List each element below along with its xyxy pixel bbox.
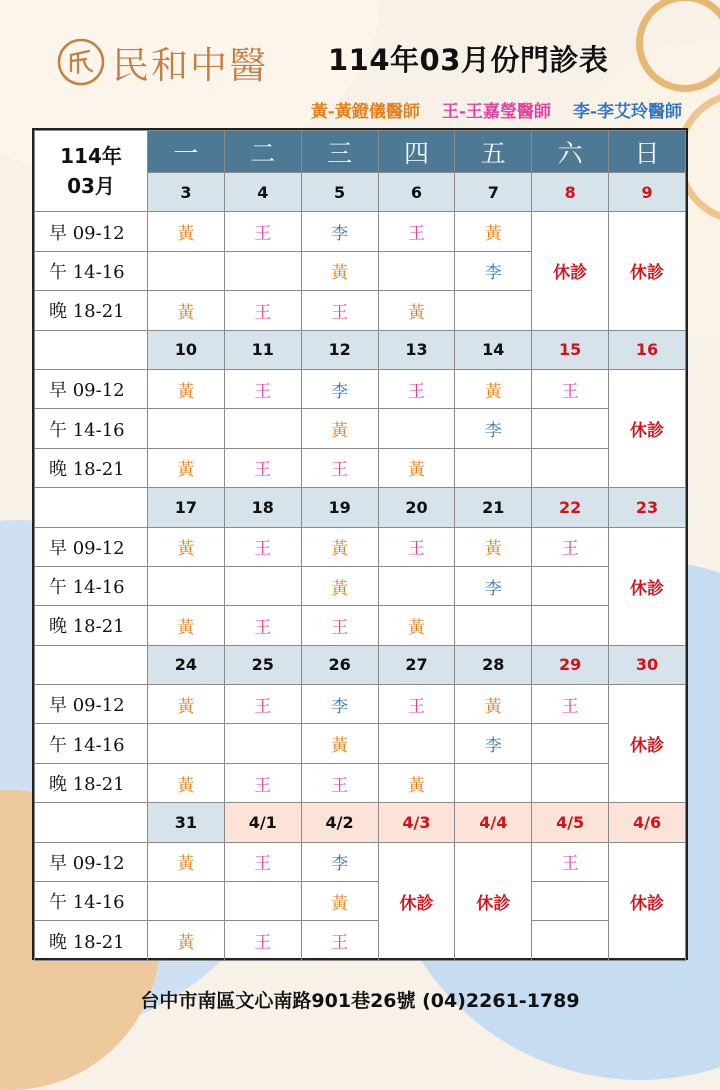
doctor-cell: 王 — [532, 685, 609, 724]
date-cell: 12 — [301, 330, 378, 369]
date-cell: 18 — [224, 488, 301, 527]
doctor-cell: 黃 — [301, 724, 378, 763]
closed-cell: 休診 — [609, 527, 686, 645]
year-text: 114年 — [60, 144, 122, 169]
legend-item-li: 李-李艾玲醫師 — [572, 102, 682, 122]
date-cell: 31 — [148, 803, 225, 842]
empty-cell — [148, 724, 225, 763]
page-title: 114年03月份門診表 — [328, 43, 609, 77]
date-cell: 20 — [378, 488, 455, 527]
slot-morning: 早 09-12 — [35, 527, 148, 566]
empty-cell — [532, 448, 609, 487]
doctor-cell: 李 — [455, 251, 532, 290]
closed-cell: 休診 — [532, 212, 609, 330]
doctor-cell: 黃 — [148, 527, 225, 566]
empty-cell — [224, 251, 301, 290]
date-cell: 29 — [532, 645, 609, 684]
day-header-mon: 一 — [148, 131, 225, 173]
date-cell: 9 — [609, 173, 686, 212]
legend-item-wang: 王-王嘉瑩醫師 — [441, 102, 551, 122]
doctor-cell: 黃 — [455, 527, 532, 566]
doctor-cell: 王 — [378, 212, 455, 251]
empty-cell — [378, 409, 455, 448]
date-cell: 5 — [301, 173, 378, 212]
clinic-address: 台中市南區文心南路901巷26號 (04)2261-1789 — [140, 990, 580, 1012]
date-cell: 14 — [455, 330, 532, 369]
doctor-cell: 李 — [455, 566, 532, 605]
date-cell: 22 — [532, 488, 609, 527]
empty-cell — [35, 488, 148, 527]
empty-cell — [224, 566, 301, 605]
doctor-cell: 黃 — [148, 921, 225, 960]
doctor-cell: 黃 — [455, 212, 532, 251]
empty-cell — [455, 448, 532, 487]
doctor-cell: 黃 — [455, 685, 532, 724]
empty-cell — [148, 251, 225, 290]
empty-cell — [224, 882, 301, 921]
day-header-sun: 日 — [609, 131, 686, 173]
empty-cell — [378, 251, 455, 290]
doctor-cell: 王 — [301, 606, 378, 645]
doctor-cell: 王 — [532, 527, 609, 566]
date-cell: 4/3 — [378, 803, 455, 842]
slot-morning: 早 09-12 — [35, 842, 148, 881]
empty-cell — [148, 882, 225, 921]
empty-cell — [455, 763, 532, 802]
doctor-cell: 黃 — [378, 291, 455, 330]
doctor-cell: 黃 — [148, 763, 225, 802]
doctor-cell: 王 — [224, 763, 301, 802]
empty-cell — [378, 724, 455, 763]
date-cell: 16 — [609, 330, 686, 369]
doctor-cell: 王 — [301, 763, 378, 802]
doctor-cell: 王 — [224, 921, 301, 960]
doctor-cell: 黃 — [148, 291, 225, 330]
empty-cell — [35, 803, 148, 842]
empty-cell — [224, 409, 301, 448]
day-header-sat: 六 — [532, 131, 609, 173]
doctor-cell: 黃 — [301, 882, 378, 921]
slot-evening: 晚 18-21 — [35, 448, 148, 487]
doctor-cell: 黃 — [301, 409, 378, 448]
closed-cell: 休診 — [609, 842, 686, 960]
date-cell: 19 — [301, 488, 378, 527]
herb-leaf-logo-icon — [56, 37, 106, 87]
date-cell: 25 — [224, 645, 301, 684]
date-cell: 4/6 — [609, 803, 686, 842]
doctor-cell: 王 — [532, 369, 609, 408]
doctor-cell: 黃 — [148, 369, 225, 408]
slot-morning: 早 09-12 — [35, 685, 148, 724]
empty-cell — [532, 724, 609, 763]
doctor-cell: 王 — [224, 527, 301, 566]
day-header-wed: 三 — [301, 131, 378, 173]
doctor-cell: 王 — [224, 842, 301, 881]
date-cell: 3 — [148, 173, 225, 212]
empty-cell — [532, 606, 609, 645]
closed-cell: 休診 — [609, 212, 686, 330]
empty-cell — [532, 921, 609, 960]
doctor-cell: 李 — [301, 212, 378, 251]
empty-cell — [224, 724, 301, 763]
date-cell: 26 — [301, 645, 378, 684]
empty-cell — [148, 409, 225, 448]
date-cell: 13 — [378, 330, 455, 369]
doctor-cell: 王 — [224, 606, 301, 645]
legend-item-huang: 黃-黃鐙儀醫師 — [310, 102, 420, 122]
doctor-legend — [311, 97, 682, 122]
date-cell: 21 — [455, 488, 532, 527]
date-cell: 8 — [532, 173, 609, 212]
empty-cell — [378, 566, 455, 605]
doctor-cell: 王 — [532, 842, 609, 881]
doctor-cell: 黃 — [148, 842, 225, 881]
doctor-cell: 王 — [224, 212, 301, 251]
day-header-tue: 二 — [224, 131, 301, 173]
brand-name: 民和中醫 — [112, 44, 268, 87]
slot-afternoon: 午 14-16 — [35, 251, 148, 290]
empty-cell — [532, 882, 609, 921]
slot-afternoon: 午 14-16 — [35, 882, 148, 921]
slot-morning: 早 09-12 — [35, 369, 148, 408]
doctor-cell: 黃 — [378, 606, 455, 645]
empty-cell — [455, 606, 532, 645]
date-cell: 4/1 — [224, 803, 301, 842]
doctor-cell: 王 — [301, 291, 378, 330]
closed-cell: 休診 — [609, 685, 686, 803]
slot-afternoon: 午 14-16 — [35, 724, 148, 763]
empty-cell — [35, 330, 148, 369]
doctor-cell: 黃 — [301, 566, 378, 605]
empty-cell — [532, 763, 609, 802]
doctor-cell: 王 — [224, 369, 301, 408]
date-cell: 17 — [148, 488, 225, 527]
date-cell: 28 — [455, 645, 532, 684]
month-text: 03月 — [67, 174, 115, 199]
doctor-cell: 李 — [301, 685, 378, 724]
doctor-cell: 李 — [301, 842, 378, 881]
doctor-cell: 王 — [224, 685, 301, 724]
empty-cell — [455, 291, 532, 330]
doctor-cell: 黃 — [301, 251, 378, 290]
slot-evening: 晚 18-21 — [35, 291, 148, 330]
doctor-cell: 李 — [301, 369, 378, 408]
date-cell: 4/2 — [301, 803, 378, 842]
month-label — [35, 131, 148, 212]
date-cell: 30 — [609, 645, 686, 684]
slot-afternoon: 午 14-16 — [35, 409, 148, 448]
empty-cell — [532, 566, 609, 605]
doctor-cell: 王 — [301, 921, 378, 960]
doctor-cell: 黃 — [148, 606, 225, 645]
doctor-cell: 黃 — [148, 212, 225, 251]
doctor-cell: 李 — [455, 409, 532, 448]
doctor-cell: 黃 — [455, 369, 532, 408]
slot-evening: 晚 18-21 — [35, 763, 148, 802]
empty-cell — [532, 409, 609, 448]
date-cell: 4/5 — [532, 803, 609, 842]
date-cell: 15 — [532, 330, 609, 369]
doctor-cell: 黃 — [301, 527, 378, 566]
date-cell: 23 — [609, 488, 686, 527]
slot-morning: 早 09-12 — [35, 212, 148, 251]
date-cell: 6 — [378, 173, 455, 212]
day-header-fri: 五 — [455, 131, 532, 173]
doctor-cell: 李 — [455, 724, 532, 763]
date-cell: 24 — [148, 645, 225, 684]
doctor-cell: 王 — [301, 448, 378, 487]
doctor-cell: 王 — [378, 527, 455, 566]
date-cell: 4/4 — [455, 803, 532, 842]
closed-cell: 休診 — [455, 842, 532, 960]
day-header-thu: 四 — [378, 131, 455, 173]
date-cell: 27 — [378, 645, 455, 684]
doctor-cell: 王 — [224, 291, 301, 330]
doctor-cell: 王 — [378, 369, 455, 408]
slot-evening: 晚 18-21 — [35, 606, 148, 645]
doctor-cell: 黃 — [378, 763, 455, 802]
closed-cell: 休診 — [378, 842, 455, 960]
doctor-cell: 黃 — [148, 448, 225, 487]
slot-afternoon: 午 14-16 — [35, 566, 148, 605]
closed-cell: 休診 — [609, 369, 686, 487]
date-cell: 11 — [224, 330, 301, 369]
doctor-cell: 黃 — [378, 448, 455, 487]
slot-evening: 晚 18-21 — [35, 921, 148, 960]
date-cell: 10 — [148, 330, 225, 369]
empty-cell — [148, 566, 225, 605]
clinic-schedule-table — [32, 128, 688, 960]
doctor-cell: 黃 — [148, 685, 225, 724]
empty-cell — [35, 645, 148, 684]
date-cell: 7 — [455, 173, 532, 212]
doctor-cell: 王 — [224, 448, 301, 487]
doctor-cell: 王 — [378, 685, 455, 724]
brand-logo — [56, 35, 268, 89]
date-cell: 4 — [224, 173, 301, 212]
